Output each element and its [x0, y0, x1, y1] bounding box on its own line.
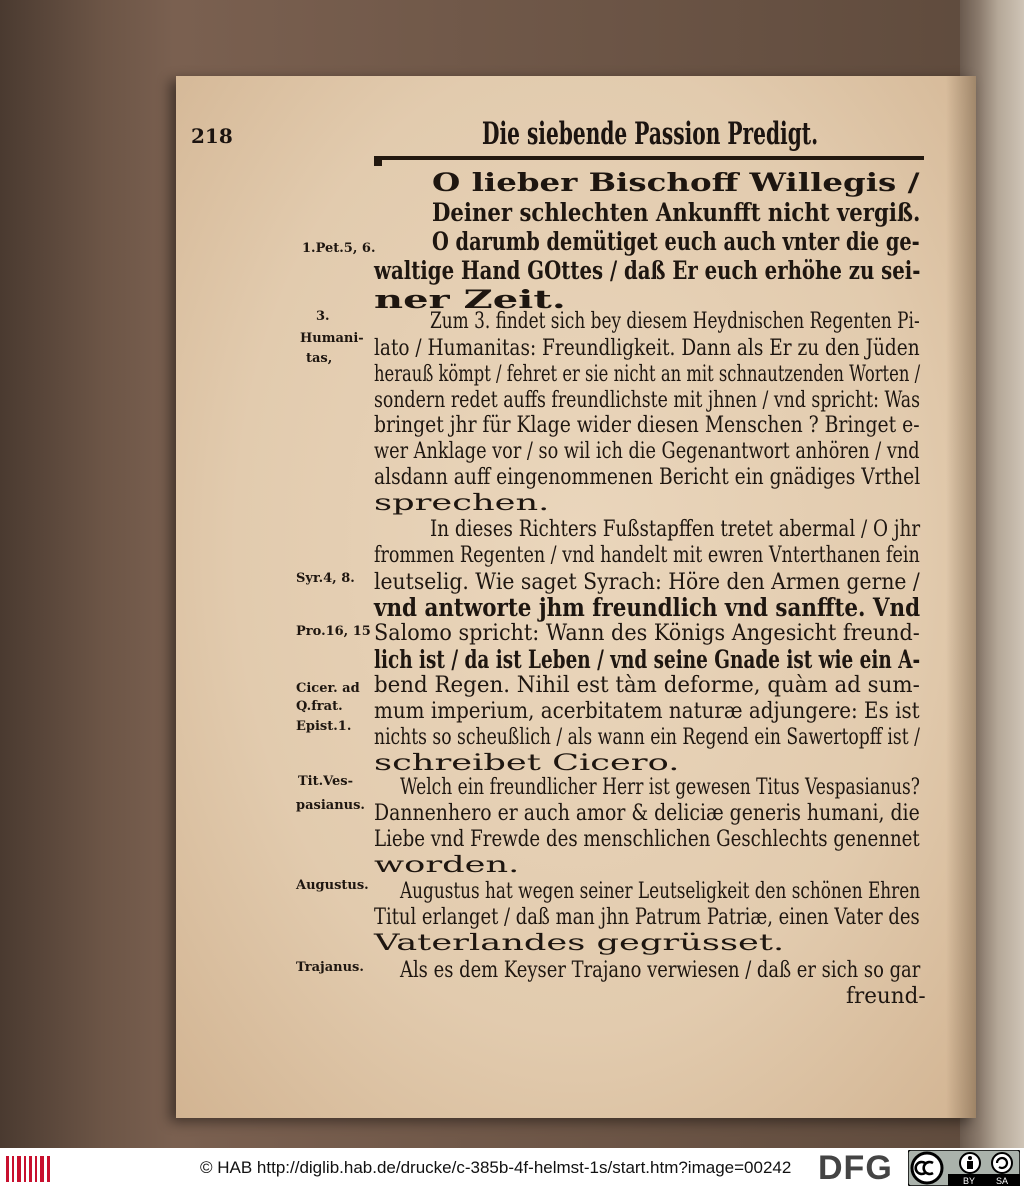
margin-note: Cicer. ad: [296, 681, 360, 696]
text-line: frommen Regenten / vnd handelt mit ewren Vnterthanen fein: [374, 543, 920, 568]
running-title: Die siebende Passion Predigt.: [482, 116, 819, 152]
margin-note: Trajanus.: [296, 960, 364, 975]
text-line: herauß kömpt / fehret er sie nicht an mit schnautzenden Worten /: [374, 362, 921, 387]
margin-note: 1.Pet.5, 6.: [302, 241, 376, 256]
margin-note: Augustus.: [296, 878, 369, 893]
text-line: ner Zeit.: [374, 285, 566, 314]
text-line: Titul erlanget / daß man jhn Patrum Patriæ, einen Vater des: [374, 905, 920, 930]
header-rule-cap: [374, 156, 382, 166]
text-line: alsdann auff eingenommenen Bericht ein gnädiges Vrthel: [374, 465, 921, 490]
source-url[interactable]: © HAB http://diglib.hab.de/drucke/c-385b-4f-helmst-1s/start.htm?image=00242: [200, 1158, 792, 1177]
text-line: bend Regen. Nihil est tàm deforme, quàm ad sum-: [374, 673, 920, 698]
page-number: 218: [191, 124, 233, 148]
margin-note: tas,: [306, 351, 333, 366]
text-line: freund-: [846, 984, 926, 1009]
margin-note: Syr.4, 8.: [296, 571, 355, 586]
text-line: In dieses Richters Fußstapffen tretet abermal / O jhr: [430, 517, 921, 542]
margin-note: 3.: [316, 309, 330, 324]
cc-icon: [912, 1153, 942, 1183]
text-line: Zum 3. findet sich bey diesem Heydnischen Regenten Pi-: [430, 309, 920, 334]
text-line: sprechen.: [374, 491, 550, 516]
margin-note: Humani-: [300, 331, 364, 346]
text-line: wer Anklage vor / so wil ich die Gegenantwort anhören / vnd: [374, 439, 920, 464]
text-line: leutselig. Wie saget Syrach: Höre den Armen gerne /: [374, 570, 920, 595]
text-line: Welch ein freundlicher Herr ist gewesen Titus Vespasianus?: [400, 775, 920, 800]
margin-note: Q.frat.: [296, 699, 343, 714]
text-line: lato / Humanitas: Freundligkeit. Dann als Er zu den Jüden: [374, 336, 920, 361]
license-label-sa: SA: [996, 1176, 1009, 1186]
text-line: sondern redet auffs freundlichste mit jhnen / vnd spricht: Was: [374, 388, 920, 413]
text-line: O lieber Bischoff Willegis /: [432, 168, 920, 197]
text-line: Salomo spricht: Wann des Königs Angesicht freund-: [374, 621, 920, 646]
text-line: bringet jhr für Klage wider diesen Menschen ? Bringet e-: [374, 413, 920, 438]
text-line: schreibet Cicero.: [374, 751, 680, 776]
header-rule: [374, 156, 924, 160]
sa-icon: [992, 1153, 1012, 1173]
text-line: Liebe vnd Frewde des menschlichen Geschlechts genennet: [374, 827, 920, 852]
text-line: O darumb demütiget euch auch vnter die ge-: [432, 227, 920, 256]
text-line: Als es dem Keyser Trajano verwiesen / daß er sich so gar: [400, 958, 921, 983]
margin-note: Tit.Ves-: [298, 774, 354, 789]
text-line: vnd antworte jhm freundlich vnd sanffte. Vnd: [374, 593, 921, 622]
margin-note: pasianus.: [296, 798, 365, 813]
dfg-logo: DFG: [818, 1149, 893, 1187]
margin-note: Epist.1.: [296, 719, 352, 734]
text-line: Dannenhero er auch amor & deliciæ generis humani, die: [374, 801, 920, 826]
text-line: Vaterlandes gegrüsset.: [374, 931, 785, 956]
cc-license-badge[interactable]: [908, 1150, 1020, 1186]
text-line: worden.: [374, 853, 520, 878]
license-label-by: BY: [963, 1176, 976, 1186]
page-gutter-shadow: [946, 76, 976, 1118]
margin-note: Pro.16, 15: [296, 624, 371, 639]
text-line: nichts so scheußlich / als wann ein Regend ein Sawertopff ist /: [374, 725, 920, 750]
by-icon: [960, 1153, 980, 1173]
text-line: Augustus hat wegen seiner Leutseligkeit den schönen Ehren: [400, 879, 921, 904]
text-line: Deiner schlechten Ankunfft nicht vergiß.: [432, 198, 921, 227]
viewer-footer: [0, 1148, 1024, 1188]
text-line: lich ist / da ist Leben / vnd seine Gnade ist wie ein A-: [374, 645, 921, 674]
hab-logo-icon: [6, 1156, 50, 1182]
text-line: mum imperium, acerbitatem naturæ adjungere: Es ist: [374, 699, 920, 724]
text-line: waltige Hand GOttes / daß Er euch erhöhe zu sei-: [374, 256, 921, 285]
